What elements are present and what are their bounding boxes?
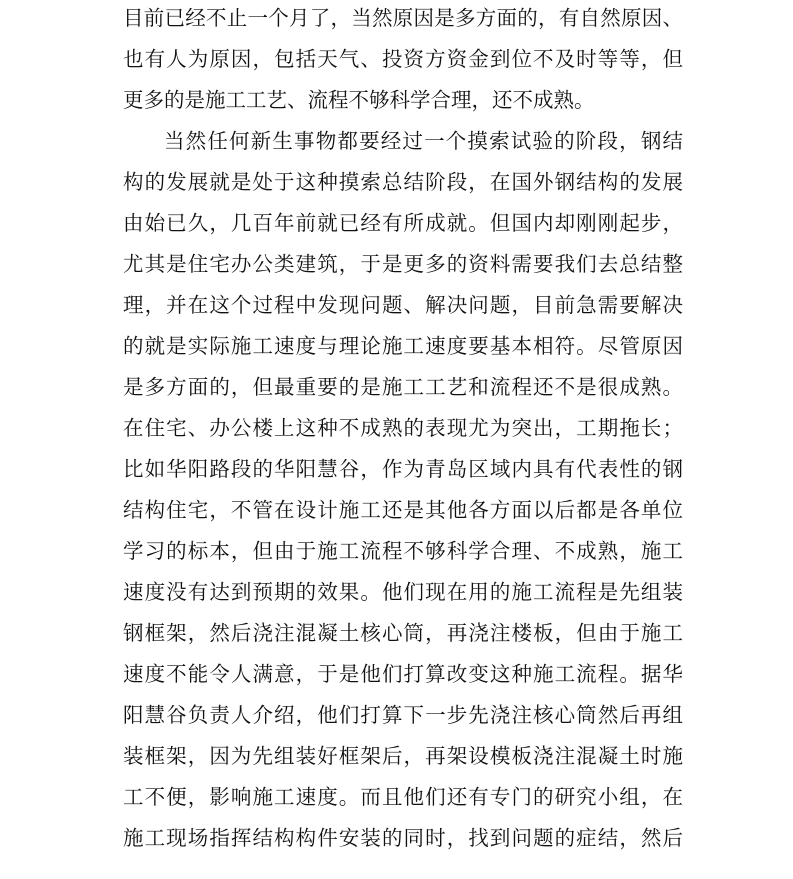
text-line-10: 是多方面的，但最重要的是施工工艺和流程还不是很成熟。 — [123, 375, 683, 399]
text-line-6: 由始已久，几百年前就已经有所成就。但国内却刚刚起步， — [123, 211, 683, 235]
text-line-1: 目前已经不止一个月了，当然原因是多方面的，有自然原因、 — [123, 6, 683, 30]
text-line-9: 的就是实际施工速度与理论施工速度要基本相符。尽管原因 — [123, 334, 683, 358]
text-line-3: 更多的是施工工艺、流程不够科学合理，还不成熟。 — [123, 88, 595, 112]
text-line-7: 尤其是住宅办公类建筑，于是更多的资料需要我们去总结整 — [123, 252, 683, 276]
text-line-21: 施工现场指挥结构构件安装的同时，找到问题的症结，然后 — [123, 826, 683, 850]
text-line-8: 理，并在这个过程中发现问题、解决问题，目前急需要解决 — [123, 293, 683, 317]
text-line-11: 在住宅、办公楼上这种不成熟的表现尤为突出，工期拖长； — [123, 416, 683, 440]
text-line-18: 阳慧谷负责人介绍，他们打算下一步先浇注核心筒然后再组 — [123, 703, 683, 727]
text-line-14: 学习的标本，但由于施工流程不够科学合理、不成熟，施工 — [123, 539, 683, 563]
text-line-4: 当然任何新生事物都要经过一个摸索试验的阶段，钢结 — [164, 129, 683, 153]
text-line-17: 速度不能令人满意，于是他们打算改变这种施工流程。据华 — [123, 662, 683, 686]
text-line-12: 比如华阳路段的华阳慧谷，作为青岛区域内具有代表性的钢 — [123, 457, 683, 481]
text-line-5: 构的发展就是处于这种摸索总结阶段，在国外钢结构的发展 — [123, 170, 683, 194]
text-line-16: 钢框架，然后浇注混凝土核心筒，再浇注楼板，但由于施工 — [123, 621, 683, 645]
text-line-20: 工不便，影响施工速度。而且他们还有专门的研究小组，在 — [123, 785, 683, 809]
text-line-19: 装框架，因为先组装好框架后，再架设模板浇注混凝土时施 — [123, 744, 683, 768]
text-line-13: 结构住宅，不管在设计施工还是其他各方面以后都是各单位 — [123, 498, 683, 522]
text-line-2: 也有人为原因，包括天气、投资方资金到位不及时等等，但 — [123, 47, 683, 71]
text-line-15: 速度没有达到预期的效果。他们现在用的施工流程是先组装 — [123, 580, 683, 604]
